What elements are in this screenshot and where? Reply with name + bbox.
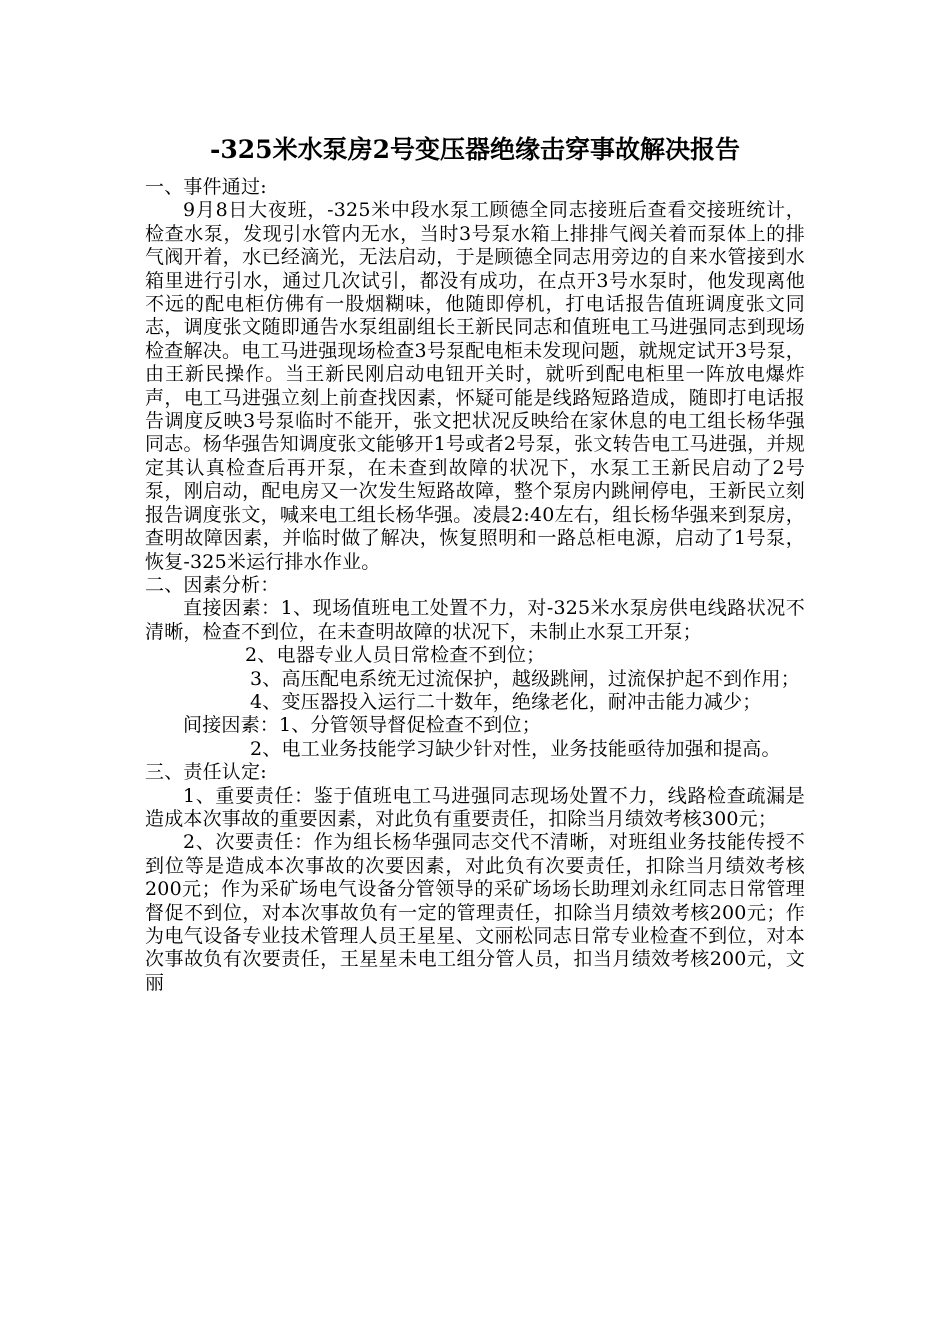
document-title: -325米水泵房2号变压器绝缘击穿事故解决报告 [210, 135, 740, 164]
events-paragraph: 9月8日大夜班，-325米中段水泵工顾德全同志接班后查看交接班统计，检查水泵，发现引水管内无水，当时3号泵水箱上排排气阀关着而泵体上的排气阀开着，水已经滴光，无法启动，于是顾德全同志用旁边的自来水管接到水箱里进行引水，通过几次试引，都没有成功，在点开3号水泵时，他发现离他不远的配电柜仿佛有一股烟糊味，他随即停机，打电话报告值班调度张文同志，调度张文随即通告水泵组副组长王新民同志和值班电工马进强同志到现场检查解决。电工马进强现场检查3号泵配电柜未发现问题，就规定试开3号泵，由王新民操作。当王新民刚启动电钮开关时，就听到配电柜里一阵放电爆炸声，电工马进强立刻上前查找因素，怀疑可能是线路短路造成，随即打电话报告调度反映3号泵临时不能开，张文把状况反映给在家休息的电工组长杨华强同志。杨华强告知调度张文能够开1号或者2号泵，张文转告电工马进强，并规定其认真检查后再开泵，在未查到故障的状况下，水泵工王新民启动了2号泵，刚启动，配电房又一次发生短路故障，整个泵房内跳闸停电，王新民立刻报告调度张文，喊来电工组长杨华强。凌晨2:40左右，组长杨华强来到泵房，查明故障因素，并临时做了解决，恢复照明和一路总柜电源，启动了1号泵，恢复-325米运行排水作业。 [145, 199, 805, 573]
direct-cause-3: 3、高压配电系统无过流保护，越级跳闸，过流保护起不到作用； [250, 667, 800, 690]
indirect-cause-2: 2、电工业务技能学习缺少针对性，业务技能亟待加强和提高。 [250, 737, 781, 760]
direct-cause-1: 直接因素：1、现场值班电工处置不力，对-325米水泵房供电线路状况不清晰，检查不到位，在未查明故障的状况下，未制止水泵工开泵； [145, 597, 805, 643]
indirect-cause-1: 间接因素：1、分管领导督促检查不到位； [183, 714, 541, 737]
section-heading-analysis: 二、因素分析： [145, 573, 280, 596]
direct-cause-4: 4、变压器投入运行二十数年，绝缘老化，耐冲击能力减少； [250, 690, 762, 713]
section-heading-responsibility: 三、责任认定: [145, 761, 267, 784]
primary-responsibility: 1、重要责任：鉴于值班电工马进强同志现场处置不力，线路检查疏漏是造成本次事故的重要因素，对此负有重要责任，扣除当月绩效考核300元； [145, 784, 805, 830]
secondary-responsibility: 2、次要责任：作为组长杨华强同志交代不清晰，对班组业务技能传授不到位等是造成本次事故的次要因素，对此负有次要责任，扣除当月绩效考核200元；作为采矿场电气设备分管领导的采矿场场长助理刘永红同志日常管理督促不到位，对本次事故负有一定的管理责任，扣除当月绩效考核200元；作为电气设备专业技术管理人员王星星、文丽松同志日常专业检查不到位，对本次事故负有次要责任，王星星未电工组分管人员，扣当月绩效考核200元，文丽 [145, 831, 805, 994]
document-body [145, 130, 805, 995]
direct-cause-2: 2、电器专业人员日常检查不到位； [245, 644, 546, 667]
section-heading-events: 一、事件通过: [145, 176, 267, 198]
